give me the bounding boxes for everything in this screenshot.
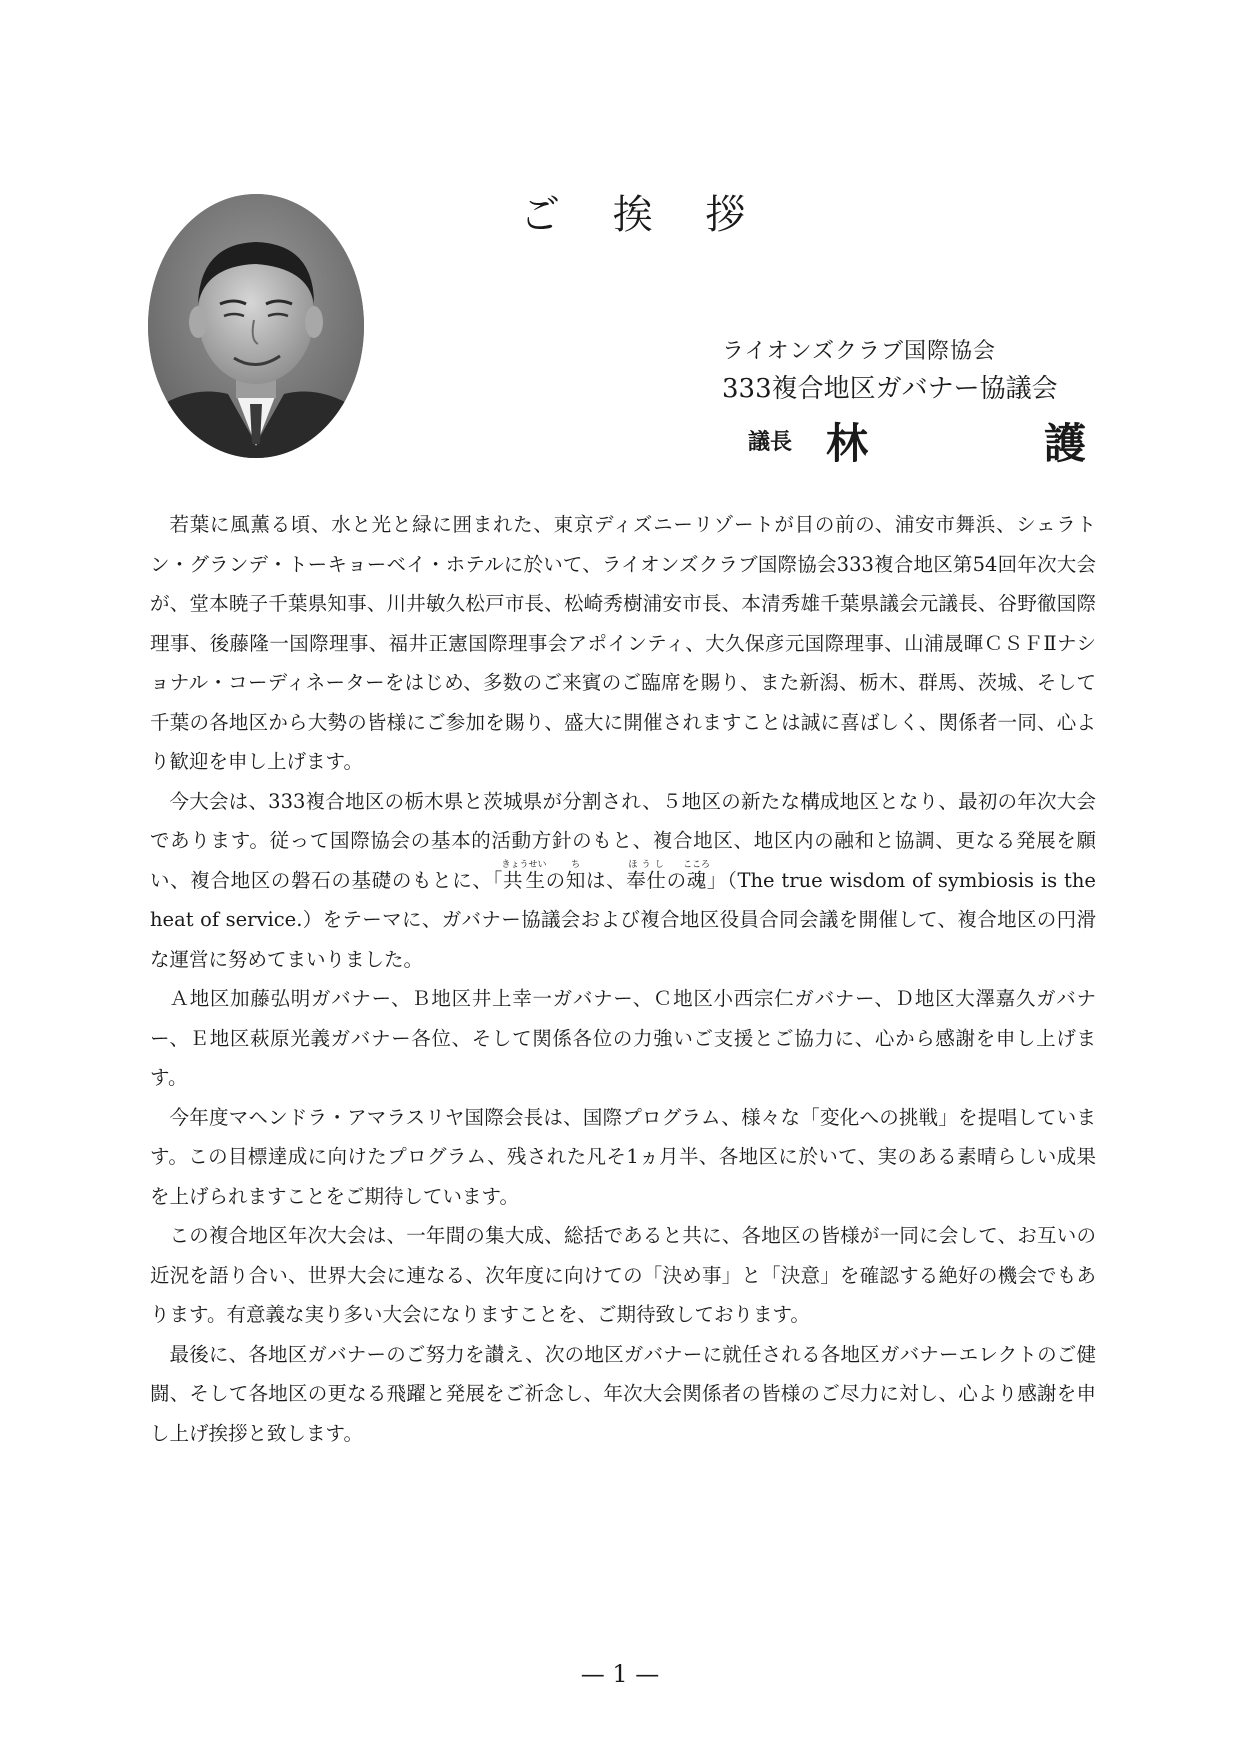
author-given-name: 護 <box>1044 419 1087 468</box>
ruby-reading-kokoro: こころ <box>683 859 711 870</box>
ruby-base-chi: 知 <box>565 868 586 892</box>
page-title: ご 挨 拶 <box>520 192 766 238</box>
page-number: — 1 — <box>580 1660 660 1688</box>
ruby-base-kyousei: 共生 <box>501 868 547 892</box>
ruby-reading-houshi: ほうし <box>626 859 666 870</box>
ruby-chi <box>565 859 586 892</box>
paragraph-2-mid-3: の <box>666 868 687 892</box>
author-block <box>722 335 1092 467</box>
paragraph-2-part-a: 今大会は、333複合地区の栃木県と茨城県が分割され、５地区の新たな構成地区となり、最初の年次大会であります。従って国際協会の基本的活動方針のもと、複合地区、地区内の融和と協調、更なる発展を願い、複合地区の磐石の基礎のもとに、「 <box>150 789 1096 892</box>
paragraph-2-mid-1: の <box>545 868 566 892</box>
ruby-reading-kyousei: きょうせい <box>501 859 547 870</box>
paragraph-3: Ａ地区加藤弘明ガバナー、Ｂ地区井上幸一ガバナー、Ｃ地区小西宗仁ガバナー、Ｄ地区大澤嘉久ガバナー、Ｅ地区萩原光義ガバナー各位、そして関係各位の力強いご支援とご協力に、心から感謝を申し上げます。 <box>150 987 1096 1089</box>
paragraph-4: 今年度マヘンドラ・アマラスリヤ国際会長は、国際プログラム、様々な「変化への挑戦」を提唱しています。この目標達成に向けたプログラム、残された凡そ1ヵ月半、各地区に於いて、実のある素晴らしい成果を上げられますことをご期待しています。 <box>150 1105 1096 1208</box>
ruby-base-kokoro: 魂 <box>683 868 711 892</box>
greeting-body <box>150 505 1096 1453</box>
portrait-photo <box>148 194 364 458</box>
author-role: 議長 <box>748 429 793 455</box>
paragraph-1: 若葉に風薫る頃、水と光と緑に囲まれた、東京ディズニーリゾートが目の前の、浦安市舞浜、シェラトン・グランデ・トーキョーベイ・ホテルに於いて、ライオンズクラブ国際協会333複合地区第54回年次大会が、堂本暁子千葉県知事、川井敏久松戸市長、松崎秀樹浦安市長、本清秀雄千葉県議会元議長、谷野徹国際理事、後藤隆一国際理事、福井正憲国際理事会アポインティ、大久保彦元国際理事、山浦晟暉ＣＳＦⅡナショナル・コーディネーターをはじめ、多数のご来賓のご臨席を賜り、また新潟、栃木、群馬、茨城、そして千葉の各地区から大勢の皆様にご参加を賜り、盛大に開催されますことは誠に喜ばしく、関係者一同、心より歓迎を申し上げます。 <box>150 513 1096 773</box>
paragraph-2-part-b: 」（The true wisdom of symbiosis is the heat of service.）をテーマに、ガバナー協議会および複合地区役員合同会議を開催して、複合地区の円滑な運営に努めてまいりました。 <box>150 868 1096 971</box>
chair-row <box>722 411 1092 467</box>
paragraph-2 <box>150 782 1096 980</box>
council-name: 333複合地区ガバナー協議会 <box>722 374 1058 404</box>
portrait-illustration <box>148 194 364 458</box>
ruby-kokoro <box>683 859 711 892</box>
ruby-kyousei <box>501 859 547 892</box>
paragraph-5: この複合地区年次大会は、一年間の集大成、総括であると共に、各地区の皆様が一同に会して、お互いの近況を語り合い、世界大会に連なる、次年度に向けての「決め事」と「決意」を確認する絶好の機会でもあります。有意義な実り多い大会になりますことを、ご期待致しております。 <box>150 1224 1096 1326</box>
author-family-name: 林 <box>826 419 869 468</box>
ruby-reading-chi: ち <box>565 859 586 870</box>
paragraph-2-mid-2: は、 <box>585 868 627 892</box>
ruby-base-houshi: 奉仕 <box>626 868 667 892</box>
paragraph-6: 最後に、各地区ガバナーのご努力を讃え、次の地区ガバナーに就任される各地区ガバナーエレクトのご健闘、そして各地区の更なる飛躍と発展をご祈念し、年次大会関係者の皆様のご尽力に対し、心より感謝を申し上げ挨拶と致します。 <box>150 1342 1096 1445</box>
ruby-houshi <box>626 859 667 892</box>
organization-name: ライオンズクラブ国際協会 <box>722 339 997 364</box>
